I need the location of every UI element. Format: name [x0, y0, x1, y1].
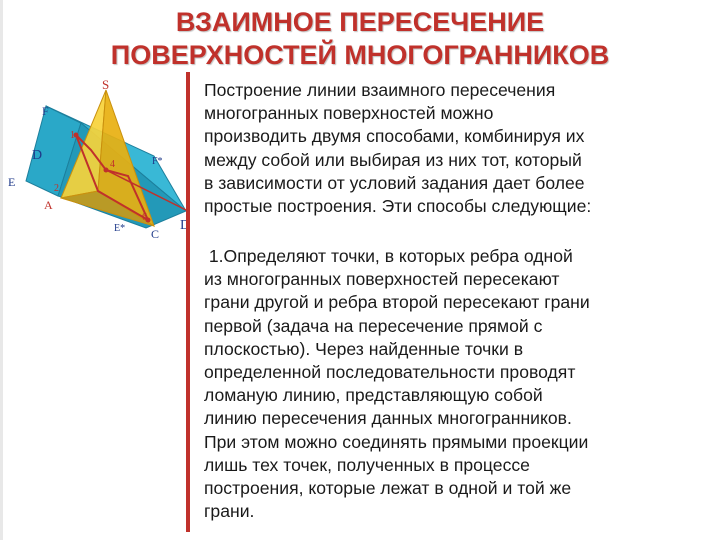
paragraph-line: между собой или выбирая из них тот, который	[204, 149, 582, 170]
label-4: 4	[110, 159, 115, 170]
paragraph-line: многогранных поверхностей можно	[204, 103, 494, 124]
paragraph-intro	[204, 79, 591, 218]
label-1: 1	[70, 130, 75, 141]
paragraph-line: грани.	[204, 501, 255, 522]
paragraph-line: первой (задача на пересечение прямой с	[204, 315, 543, 336]
left-edge-strip	[0, 0, 3, 540]
paragraph-line: определенной последовательности проводят	[204, 362, 576, 383]
paragraph-line: При этом можно соединять прямыми проекции	[204, 431, 589, 452]
paragraph-line: производить двумя способами, комбинируя их	[204, 126, 585, 147]
label-2: 2	[54, 183, 59, 194]
point-4	[104, 168, 109, 173]
paragraph-line: простые построения. Эти способы следующие:	[204, 196, 592, 217]
paragraph-line: в зависимости от условий задания дает более	[204, 172, 585, 193]
label-F-prime: F*	[152, 156, 163, 167]
label-A: A	[44, 198, 53, 212]
paragraph-line: грани другой и ребра второй пересекают грани	[204, 292, 590, 313]
paragraph-line: Построение линии взаимного пересечения	[204, 80, 556, 100]
label-D: D	[32, 148, 43, 163]
paragraph-line: линию пересечения данных многогранников.	[204, 408, 572, 429]
paragraph-line: построения, которые лежат в одной и той же	[204, 478, 572, 499]
paragraph-line: плоскостью). Через найденные точки в	[204, 338, 524, 359]
content-box	[186, 72, 712, 532]
slide-title	[0, 6, 720, 72]
title-line-2: ПОВЕРХНОСТЕЙ МНОГОГРАННИКОВ	[110, 40, 610, 70]
label-S: S	[102, 78, 110, 92]
label-D-prime: D	[180, 218, 191, 233]
paragraph-line: 1.Определяют точки, в которых ребра одной	[204, 246, 573, 266]
paragraph-line: ломаную линию, представляющую собой	[204, 385, 543, 406]
label-6: 6	[142, 212, 147, 223]
label-E-prime: E*	[114, 223, 126, 234]
paragraph-line: лишь тех точек, полученных в процессе	[204, 454, 530, 475]
label-E: E	[8, 175, 16, 189]
label-C: C	[151, 227, 160, 241]
paragraph-method-1	[204, 245, 590, 523]
title-line-1: ВЗАИМНОЕ ПЕРЕСЕЧЕНИЕ	[175, 7, 545, 37]
polyhedra-intersection-figure	[6, 78, 196, 243]
paragraph-line: из многогранных поверхностей пересекают	[204, 269, 560, 290]
label-F: F	[42, 104, 49, 118]
